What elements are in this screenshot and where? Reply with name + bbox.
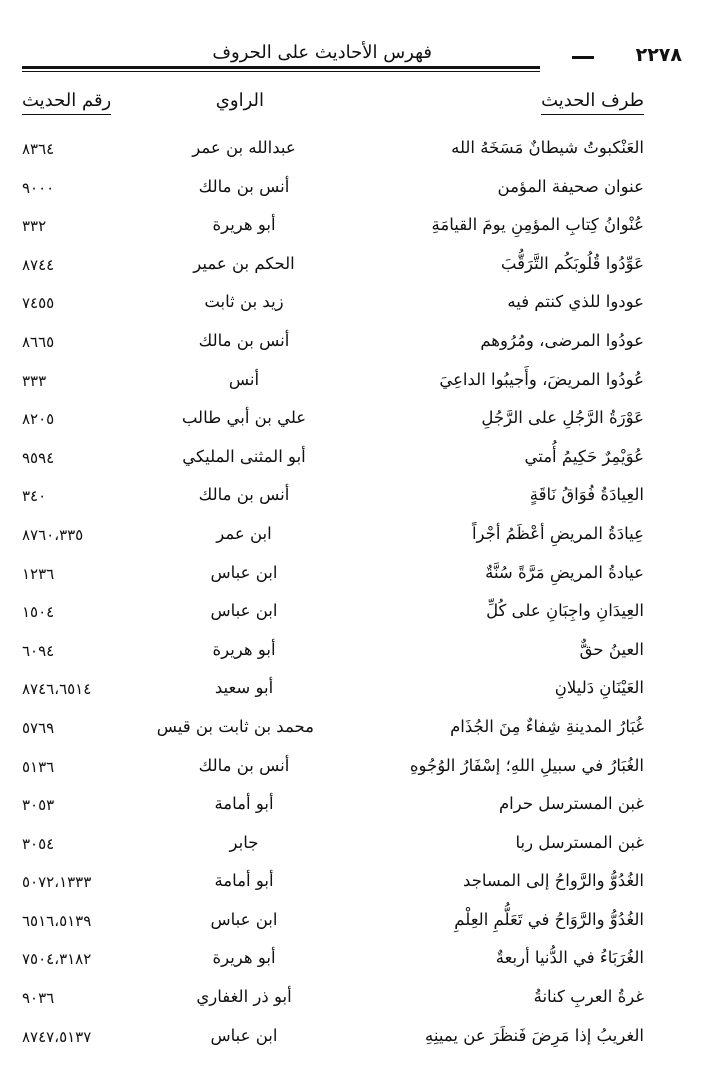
hadith-text: العَيْنَانِ دَليلانِ	[554, 678, 644, 698]
table-row	[22, 944, 644, 983]
narrator-name: أنس بن مالك	[198, 176, 290, 196]
hadith-number: ١٥٠٤	[22, 603, 55, 622]
hadith-number: ٣٠٥٤	[22, 834, 55, 853]
hadith-text: عُنْوانُ كِتابِ المؤمِنِ يومَ القيامَةِ	[431, 215, 644, 235]
narrator-name: أبو أمامة	[214, 871, 274, 891]
narrator-name: زيد بن ثابت	[204, 292, 284, 312]
narrator-name: أبو هريرة	[212, 215, 276, 235]
page-number-dash	[572, 56, 594, 59]
hadith-text: العِيادَةُ فُوَاقُ نَاقَةٍ	[529, 485, 644, 505]
index-table	[22, 134, 644, 1060]
narrator-name: أبو المثنى المليكي	[182, 446, 306, 466]
hadith-number: ٨٧٤٧،٥١٣٧	[22, 1027, 92, 1046]
hadith-text: غبن المسترسل حرام	[498, 794, 644, 814]
header-rule-thin	[22, 71, 540, 72]
hadith-number: ٥٠٧٢،١٣٣٣	[22, 873, 92, 892]
table-row	[22, 443, 644, 482]
hadith-text: الغُرَبَاءُ في الدُّنيا أربعةٌ	[495, 948, 644, 968]
narrator-name: أبو ذر الغفاري	[196, 987, 292, 1007]
page-number: ٢٢٧٨	[635, 44, 682, 66]
table-row	[22, 404, 644, 443]
narrator-name: ابن عباس	[210, 562, 278, 582]
hadith-number: ٦٥١٦،٥١٣٩	[22, 911, 92, 930]
hadith-text: عودُوا المرضى، ومُرُوهم	[480, 330, 644, 350]
table-row	[22, 366, 644, 405]
column-header-hadith: طرف الحديث	[541, 90, 644, 115]
hadith-number: ٦٠٩٤	[22, 641, 55, 660]
narrator-name: جابر	[229, 832, 259, 852]
narrator-name: عبدالله بن عمر	[192, 138, 296, 157]
table-row	[22, 713, 644, 752]
table-row	[22, 983, 644, 1022]
hadith-text: غبن المسترسل ربا	[515, 832, 644, 852]
hadith-number: ١٢٣٦	[22, 564, 55, 583]
hadith-text: العِيدَانِ واجِبَانِ على كُلِّ	[486, 601, 644, 621]
column-header-number: رقم الحديث	[22, 90, 111, 115]
table-row	[22, 597, 644, 636]
hadith-number: ٨٣٦٤	[22, 140, 55, 158]
hadith-number: ٥١٣٦	[22, 757, 55, 776]
column-header-narrator: الراوي	[215, 90, 264, 111]
hadith-text: عَوِّدُوا قُلُوبَكُم التَّرَقُّبَ	[500, 253, 644, 273]
narrator-name: أنس بن مالك	[198, 330, 290, 350]
hadith-number: ٨٢٠٥	[22, 410, 55, 429]
narrator-name: الحكم بن عمير	[193, 253, 295, 273]
hadith-number: ٩٠٣٦	[22, 989, 55, 1008]
table-row	[22, 559, 644, 598]
hadith-text: عِيادَةُ المريضِ أعْظَمُ أجْراً	[471, 523, 644, 543]
hadith-text: الغُبَارُ في سبيلِ اللهِ؛ إسْفَارُ الوُجُوهِ	[409, 755, 644, 775]
table-row	[22, 173, 644, 212]
table-row	[22, 327, 644, 366]
hadith-number: ٨٧٤٤	[22, 255, 55, 274]
hadith-number: ٩٥٩٤	[22, 448, 55, 467]
hadith-text: العينُ حقٌّ	[579, 639, 644, 659]
narrator-name: أبو سعيد	[214, 678, 274, 698]
hadith-number: ٣٣٣	[22, 371, 47, 390]
narrator-name: علي بن أبي طالب	[181, 408, 307, 428]
hadith-number: ٨٦٦٥	[22, 332, 55, 351]
table-row	[22, 481, 644, 520]
narrator-name: ابن عمر	[216, 523, 272, 543]
hadith-number: ٨٧٦٠،٣٣٥	[22, 525, 84, 544]
running-title: فهرس الأحاديث على الحروف	[212, 42, 432, 63]
table-row	[22, 829, 644, 868]
narrator-name: أبو هريرة	[212, 948, 276, 968]
hadith-number: ٥٧٦٩	[22, 718, 55, 737]
narrator-name: ابن عباس	[210, 601, 278, 621]
hadith-text: عودوا للذي كنتم فيه	[507, 292, 644, 312]
hadith-text: عيادةُ المريضِ مَرَّةً سُنَّةٌ	[485, 562, 644, 582]
hadith-text: الغُدُوُّ والرَّواحُ إلى المساجد	[463, 871, 644, 891]
hadith-number: ٣٤٠	[22, 487, 47, 506]
narrator-name: ابن عباس	[210, 909, 278, 929]
hadith-number: ٧٤٥٥	[22, 294, 55, 313]
hadith-text: غُبَارُ المدينةِ شِفاءٌ مِنَ الجُذَام	[450, 716, 644, 736]
table-row	[22, 906, 644, 945]
hadith-number: ٧٥٠٤،٣١٨٢	[22, 950, 92, 969]
table-row	[22, 1022, 644, 1061]
table-row	[22, 250, 644, 289]
table-row	[22, 674, 644, 713]
table-row	[22, 288, 644, 327]
table-row	[22, 520, 644, 559]
narrator-name: أنس بن مالك	[198, 755, 290, 775]
hadith-number: ٨٧٤٦،٦٥١٤	[22, 680, 92, 699]
table-row	[22, 134, 644, 173]
hadith-text: العَنْكبوتُ شيطانٌ مَسَخَهُ الله	[451, 138, 644, 157]
hadith-text: عُوَيْمِرٌ حَكِيمُ أُمتي	[524, 446, 644, 466]
narrator-name: أنس بن مالك	[198, 485, 290, 505]
hadith-text: الغُدُوُّ والرَّوَاحُ في تَعَلُّمِ العِلْمِ	[454, 909, 644, 929]
column-headers	[22, 90, 644, 126]
narrator-name: أنس	[228, 369, 260, 389]
hadith-number: ٣٣٢	[22, 217, 47, 236]
hadith-text: الغريبُ إذا مَرِضَ فَنظَرَ عن يمينِهِ	[425, 1025, 644, 1045]
hadith-text: عنوان صحيفة المؤمن	[497, 176, 644, 196]
table-row	[22, 636, 644, 675]
hadith-text: غرةُ العربِ كنانةُ	[533, 987, 644, 1007]
header-rule-thick	[22, 66, 540, 69]
hadith-text: عُودُوا المريضَ، وأَجيبُوا الداعِيَ	[439, 369, 644, 389]
narrator-name: محمد بن ثابت بن قيس	[156, 716, 314, 736]
table-row	[22, 211, 644, 250]
narrator-name: ابن عباس	[210, 1025, 278, 1045]
table-row	[22, 752, 644, 791]
hadith-number: ٣٠٥٣	[22, 796, 55, 815]
hadith-text: عَوْرَةُ الرَّجُلِ على الرَّجُلِ	[481, 408, 644, 428]
table-row	[22, 867, 644, 906]
table-row	[22, 790, 644, 829]
narrator-name: أبو هريرة	[212, 639, 276, 659]
hadith-number: ٩٠٠٠	[22, 178, 55, 197]
narrator-name: أبو أمامة	[214, 794, 274, 814]
